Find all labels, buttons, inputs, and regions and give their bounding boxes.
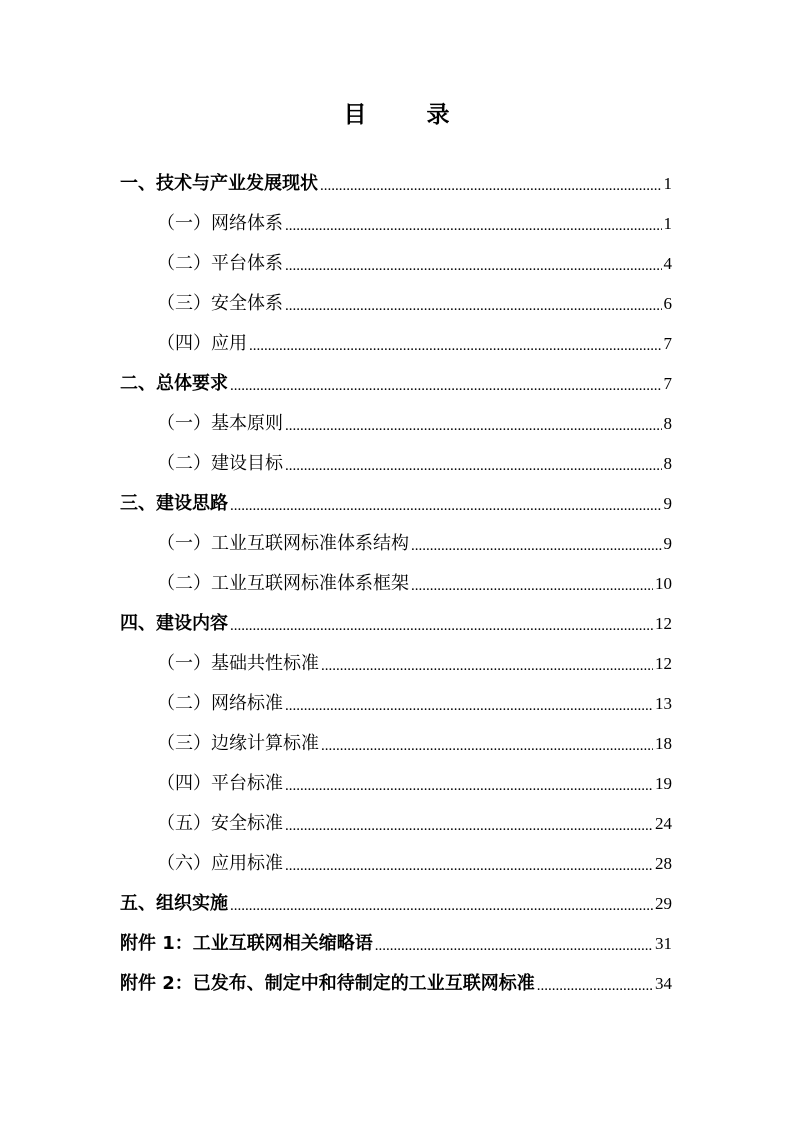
toc-entry-page: 24 — [655, 814, 672, 833]
dot-leader — [321, 646, 653, 686]
dot-leader — [249, 326, 662, 366]
toc-entry-text: （一）工业互联网标准体系结构 — [157, 533, 409, 554]
toc-entry[interactable] — [0, 604, 793, 644]
dot-leader — [285, 766, 653, 806]
dot-leader — [321, 726, 653, 766]
toc-entry[interactable] — [0, 164, 793, 204]
toc-entry-page: 9 — [663, 494, 672, 513]
toc-entry[interactable] — [0, 284, 793, 324]
toc-entry-text: 三、建设思路 — [120, 493, 228, 514]
toc-entry-text: 五、组织实施 — [120, 893, 228, 914]
toc-entry-text: （六）应用标准 — [157, 853, 283, 874]
toc-entry-page: 1 — [663, 174, 672, 193]
toc-entry-text: 二、总体要求 — [120, 373, 228, 394]
toc-entry-page: 13 — [655, 694, 672, 713]
toc-entry-text: （二）平台体系 — [157, 253, 283, 274]
toc-entry[interactable] — [0, 204, 793, 244]
toc-entry-page: 1 — [663, 214, 672, 233]
toc-entry[interactable] — [0, 964, 793, 1004]
toc-entry[interactable] — [0, 404, 793, 444]
toc-entry[interactable] — [0, 764, 793, 804]
table-of-contents — [0, 164, 793, 1004]
toc-entry[interactable] — [0, 244, 793, 284]
toc-entry[interactable] — [0, 524, 793, 564]
dot-leader — [411, 526, 662, 566]
toc-entry-page: 34 — [655, 974, 672, 993]
toc-entry-page: 12 — [655, 654, 672, 673]
dot-leader — [537, 966, 653, 1006]
dot-leader — [285, 846, 653, 886]
dot-leader — [285, 446, 662, 486]
toc-entry-page: 10 — [655, 574, 672, 593]
toc-entry[interactable] — [0, 804, 793, 844]
toc-title: 目 录 — [343, 102, 476, 128]
dot-leader — [285, 406, 662, 446]
toc-entry[interactable] — [0, 684, 793, 724]
toc-entry-text: （一）基础共性标准 — [157, 653, 319, 674]
toc-entry-page: 4 — [663, 254, 672, 273]
toc-entry[interactable] — [0, 844, 793, 884]
toc-entry-page: 9 — [663, 534, 672, 553]
toc-entry[interactable] — [0, 884, 793, 924]
toc-entry-page: 31 — [655, 934, 672, 953]
dot-leader — [375, 926, 653, 966]
toc-entry-text: （三）安全体系 — [157, 293, 283, 314]
toc-entry-page: 7 — [663, 334, 672, 353]
toc-entry-text: （二）网络标准 — [157, 693, 283, 714]
dot-leader — [285, 286, 662, 326]
toc-entry-page: 6 — [663, 294, 672, 313]
toc-entry[interactable] — [0, 924, 793, 964]
toc-entry-page: 29 — [655, 894, 672, 913]
toc-entry[interactable] — [0, 484, 793, 524]
toc-entry-text: （二）工业互联网标准体系框架 — [157, 573, 409, 594]
toc-entry-page: 12 — [655, 614, 672, 633]
toc-entry-text: （四）应用 — [157, 333, 247, 354]
toc-entry[interactable] — [0, 644, 793, 684]
toc-entry[interactable] — [0, 444, 793, 484]
toc-entry-text: （一）网络体系 — [157, 213, 283, 234]
toc-entry-page: 28 — [655, 854, 672, 873]
dot-leader — [320, 166, 662, 206]
dot-leader — [230, 606, 653, 646]
toc-entry[interactable] — [0, 364, 793, 404]
dot-leader — [230, 486, 662, 526]
dot-leader — [230, 886, 653, 926]
toc-entry-text: （三）边缘计算标准 — [157, 733, 319, 754]
toc-entry-page: 7 — [663, 374, 672, 393]
dot-leader — [411, 566, 653, 606]
toc-entry-page: 8 — [663, 414, 672, 433]
toc-entry-text: （四）平台标准 — [157, 773, 283, 794]
toc-entry-text: 附件 2：已发布、制定中和待制定的工业互联网标准 — [120, 973, 535, 994]
dot-leader — [230, 366, 662, 406]
toc-entry-text: 四、建设内容 — [120, 613, 228, 634]
toc-entry-text: 一、技术与产业发展现状 — [120, 173, 318, 194]
dot-leader — [285, 206, 662, 246]
toc-entry-text: （一）基本原则 — [157, 413, 283, 434]
toc-entry-text: （二）建设目标 — [157, 453, 283, 474]
dot-leader — [285, 686, 653, 726]
toc-entry-text: 附件 1：工业互联网相关缩略语 — [120, 933, 373, 954]
toc-entry[interactable] — [0, 564, 793, 604]
dot-leader — [285, 246, 662, 286]
toc-entry-text: （五）安全标准 — [157, 813, 283, 834]
toc-entry[interactable] — [0, 724, 793, 764]
toc-entry[interactable] — [0, 324, 793, 364]
dot-leader — [285, 806, 653, 846]
toc-entry-page: 19 — [655, 774, 672, 793]
toc-entry-page: 18 — [655, 734, 672, 753]
toc-entry-page: 8 — [663, 454, 672, 473]
